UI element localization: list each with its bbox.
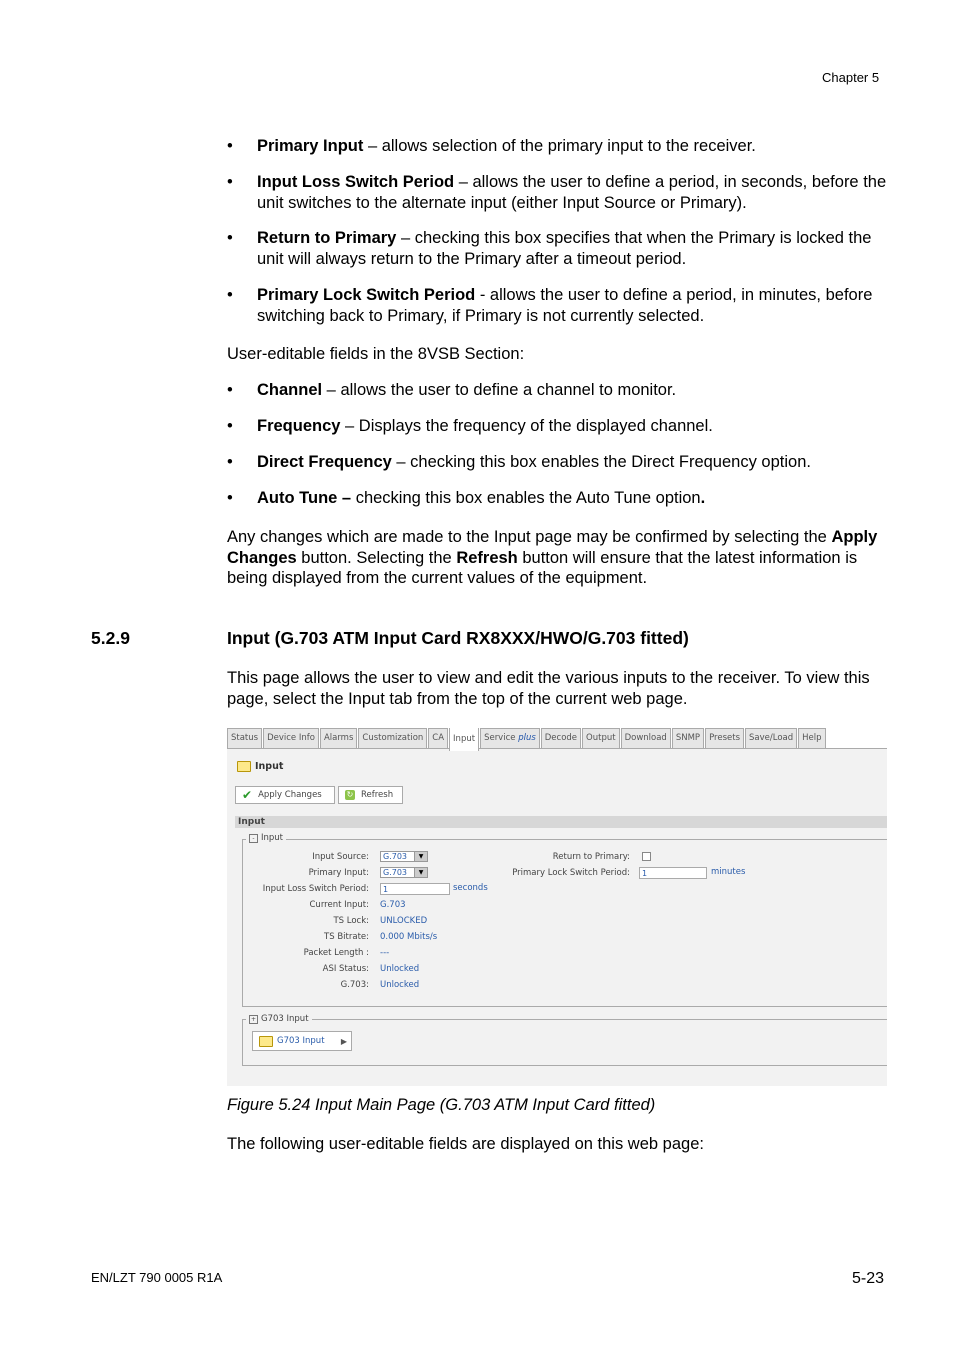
expand-toggle-icon[interactable]: + xyxy=(250,1015,257,1023)
figure-caption: Figure 5.24 Input Main Page (G.703 ATM Input Card fitted) xyxy=(227,1096,656,1114)
ts-lock-value: UNLOCKED xyxy=(380,916,428,926)
bullet-dot: • xyxy=(227,286,233,304)
input-page-screenshot xyxy=(227,728,887,1086)
tab-input[interactable]: Input xyxy=(449,728,479,751)
bullet-dot: • xyxy=(227,137,233,155)
bullet-term: Primary Lock Switch Period xyxy=(257,286,476,304)
tab-customization[interactable]: Customization xyxy=(358,728,427,748)
bullet-term: Direct Frequency xyxy=(257,453,392,471)
folder-icon xyxy=(259,1036,273,1047)
g703-status-label: G.703: xyxy=(340,980,369,990)
tab-service-plus[interactable] xyxy=(480,728,540,748)
bullet-text: – Displays the frequency of the displayed channel. xyxy=(340,417,713,435)
input-source-label: Input Source: xyxy=(312,852,369,862)
bullet-text: – allows the user to define a period, in seconds, before the unit switches to the alternate input (either Input Source or Primary). xyxy=(257,173,887,212)
footer-doc-id: EN/LZT 790 0005 R1A xyxy=(91,1270,223,1285)
bullet-text: – allows the user to define a channel to monitor. xyxy=(322,381,677,399)
section-number: 5.2.9 xyxy=(91,628,130,648)
changes-text-1: Any changes which are made to the Input page may be confirmed by selecting the xyxy=(227,528,832,546)
bullet-term: Channel xyxy=(257,381,323,399)
input-fieldset-legend xyxy=(246,833,286,843)
bullet-term: Return to Primary xyxy=(257,229,397,247)
tab-decode[interactable]: Decode xyxy=(541,728,581,748)
asi-status-value: Unlocked xyxy=(380,964,420,974)
tab-bar xyxy=(227,728,887,749)
apply-changes-label: Apply Changes xyxy=(258,790,322,800)
changes-paragraph xyxy=(227,527,889,589)
intro-8vsb: User-editable fields in the 8VSB Section: xyxy=(227,345,525,363)
bullet-term: Auto Tune – xyxy=(257,489,352,507)
input-source-select[interactable] xyxy=(380,851,428,862)
loss-period-input[interactable]: 1 xyxy=(380,883,450,895)
bullet-end: . xyxy=(700,489,706,507)
bullet-dot: • xyxy=(227,381,233,399)
apply-changes-button[interactable] xyxy=(235,786,335,804)
loss-period-unit: seconds xyxy=(453,883,488,893)
refresh-term: Refresh xyxy=(456,548,518,567)
refresh-button[interactable] xyxy=(338,786,403,804)
section-title: Input (G.703 ATM Input Card RX8XXX/HWO/G.703 fitted) xyxy=(227,628,689,648)
bullet-term: Input Loss Switch Period xyxy=(257,173,455,191)
bullet-dot: • xyxy=(227,453,233,471)
tab-status[interactable]: Status xyxy=(227,728,262,748)
current-input-value: G.703 xyxy=(380,900,406,910)
play-arrow-icon: ▶ xyxy=(340,1036,347,1046)
g703-input-button[interactable] xyxy=(252,1031,352,1051)
input-section-bar: Input xyxy=(235,816,887,828)
tab-ca[interactable]: CA xyxy=(428,728,448,748)
following-paragraph: The following user-editable fields are displayed on this web page: xyxy=(227,1135,704,1153)
page-title-text: Input xyxy=(255,761,284,772)
refresh-label: Refresh xyxy=(361,790,394,800)
ts-bitrate-value: 0.000 Mbits/s xyxy=(380,932,438,942)
bullet-dot: • xyxy=(227,417,233,435)
dropdown-arrow-icon: ▼ xyxy=(414,868,427,877)
tab-device-info[interactable]: Device Info xyxy=(263,728,319,748)
packet-length-value: --- xyxy=(380,948,390,958)
bullet-text: – checking this box enables the Direct Frequency option. xyxy=(391,453,811,471)
check-icon: ✔ xyxy=(242,788,253,802)
return-primary-label: Return to Primary: xyxy=(552,852,630,862)
dropdown-arrow-icon: ▼ xyxy=(414,852,427,861)
ts-lock-label: TS Lock: xyxy=(333,916,369,926)
tab-plus-label: plus xyxy=(518,733,536,743)
current-input-label: Current Input: xyxy=(309,900,369,910)
g703-status-value: Unlocked xyxy=(380,980,420,990)
input-fieldset-legend-text: Input xyxy=(261,833,284,843)
bullet-text: - allows the user to define a period, in minutes, before switching back to Primary, if Primary is not currently selected. xyxy=(257,286,873,325)
refresh-icon: ↻ xyxy=(346,790,354,799)
chapter-header: Chapter 5 xyxy=(822,70,880,85)
tab-presets[interactable]: Presets xyxy=(705,728,744,748)
ts-bitrate-label: TS Bitrate: xyxy=(324,932,369,942)
tab-save-load[interactable]: Save/Load xyxy=(745,728,797,748)
bullet-dot: • xyxy=(227,173,233,191)
tab-output[interactable]: Output xyxy=(582,728,620,748)
section-paragraph: This page allows the user to view and edit the various inputs to the receiver. To view this page, select the Input tab from the top of the current web page. xyxy=(227,669,870,708)
primary-input-label: Primary Input: xyxy=(308,868,369,878)
primary-input-value: G.703 xyxy=(383,868,408,877)
tab-download[interactable]: Download xyxy=(621,728,671,748)
collapse-toggle-icon[interactable]: - xyxy=(249,834,258,843)
tab-help[interactable]: Help xyxy=(798,728,825,748)
apply-changes-term: Apply Changes xyxy=(227,528,878,567)
folder-icon xyxy=(237,761,251,772)
changes-text-3: button will ensure that the latest information is being displayed from the current values of the equipment. xyxy=(227,548,858,587)
return-primary-checkbox[interactable] xyxy=(642,852,651,861)
footer-page-number: 5-23 xyxy=(852,1270,885,1287)
lock-period-unit: minutes xyxy=(711,867,746,877)
primary-input-select[interactable] xyxy=(380,867,428,878)
input-source-value: G.703 xyxy=(383,852,408,861)
g703-fieldset-legend xyxy=(246,1014,312,1024)
asi-status-label: ASI Status: xyxy=(322,964,369,974)
bullet-text: – checking this box specifies that when the Primary is locked the unit will always return to the Primary after a timeout period. xyxy=(257,229,872,268)
loss-period-label: Input Loss Switch Period: xyxy=(262,884,369,894)
g703-input-button-label: G703 Input xyxy=(277,1036,325,1046)
changes-text-2: button. Selecting the xyxy=(296,548,457,567)
bullet-term: Primary Input xyxy=(257,137,364,155)
page-title xyxy=(237,761,283,772)
g703-fieldset-legend-text: G703 Input xyxy=(261,1014,309,1024)
lock-period-label: Primary Lock Switch Period: xyxy=(512,868,630,878)
bullet-text: – allows selection of the primary input to the receiver. xyxy=(363,137,756,155)
tab-snmp[interactable]: SNMP xyxy=(672,728,704,748)
lock-period-input[interactable]: 1 xyxy=(639,867,707,879)
bullet-dot: • xyxy=(227,489,233,507)
tab-service-label: Service xyxy=(484,733,516,743)
bullet-dot: • xyxy=(227,229,233,247)
bullet-term: Frequency xyxy=(257,417,341,435)
tab-alarms[interactable]: Alarms xyxy=(320,728,357,748)
packet-length-label: Packet Length : xyxy=(303,948,369,958)
bullet-text: checking this box enables the Auto Tune option xyxy=(351,489,701,507)
